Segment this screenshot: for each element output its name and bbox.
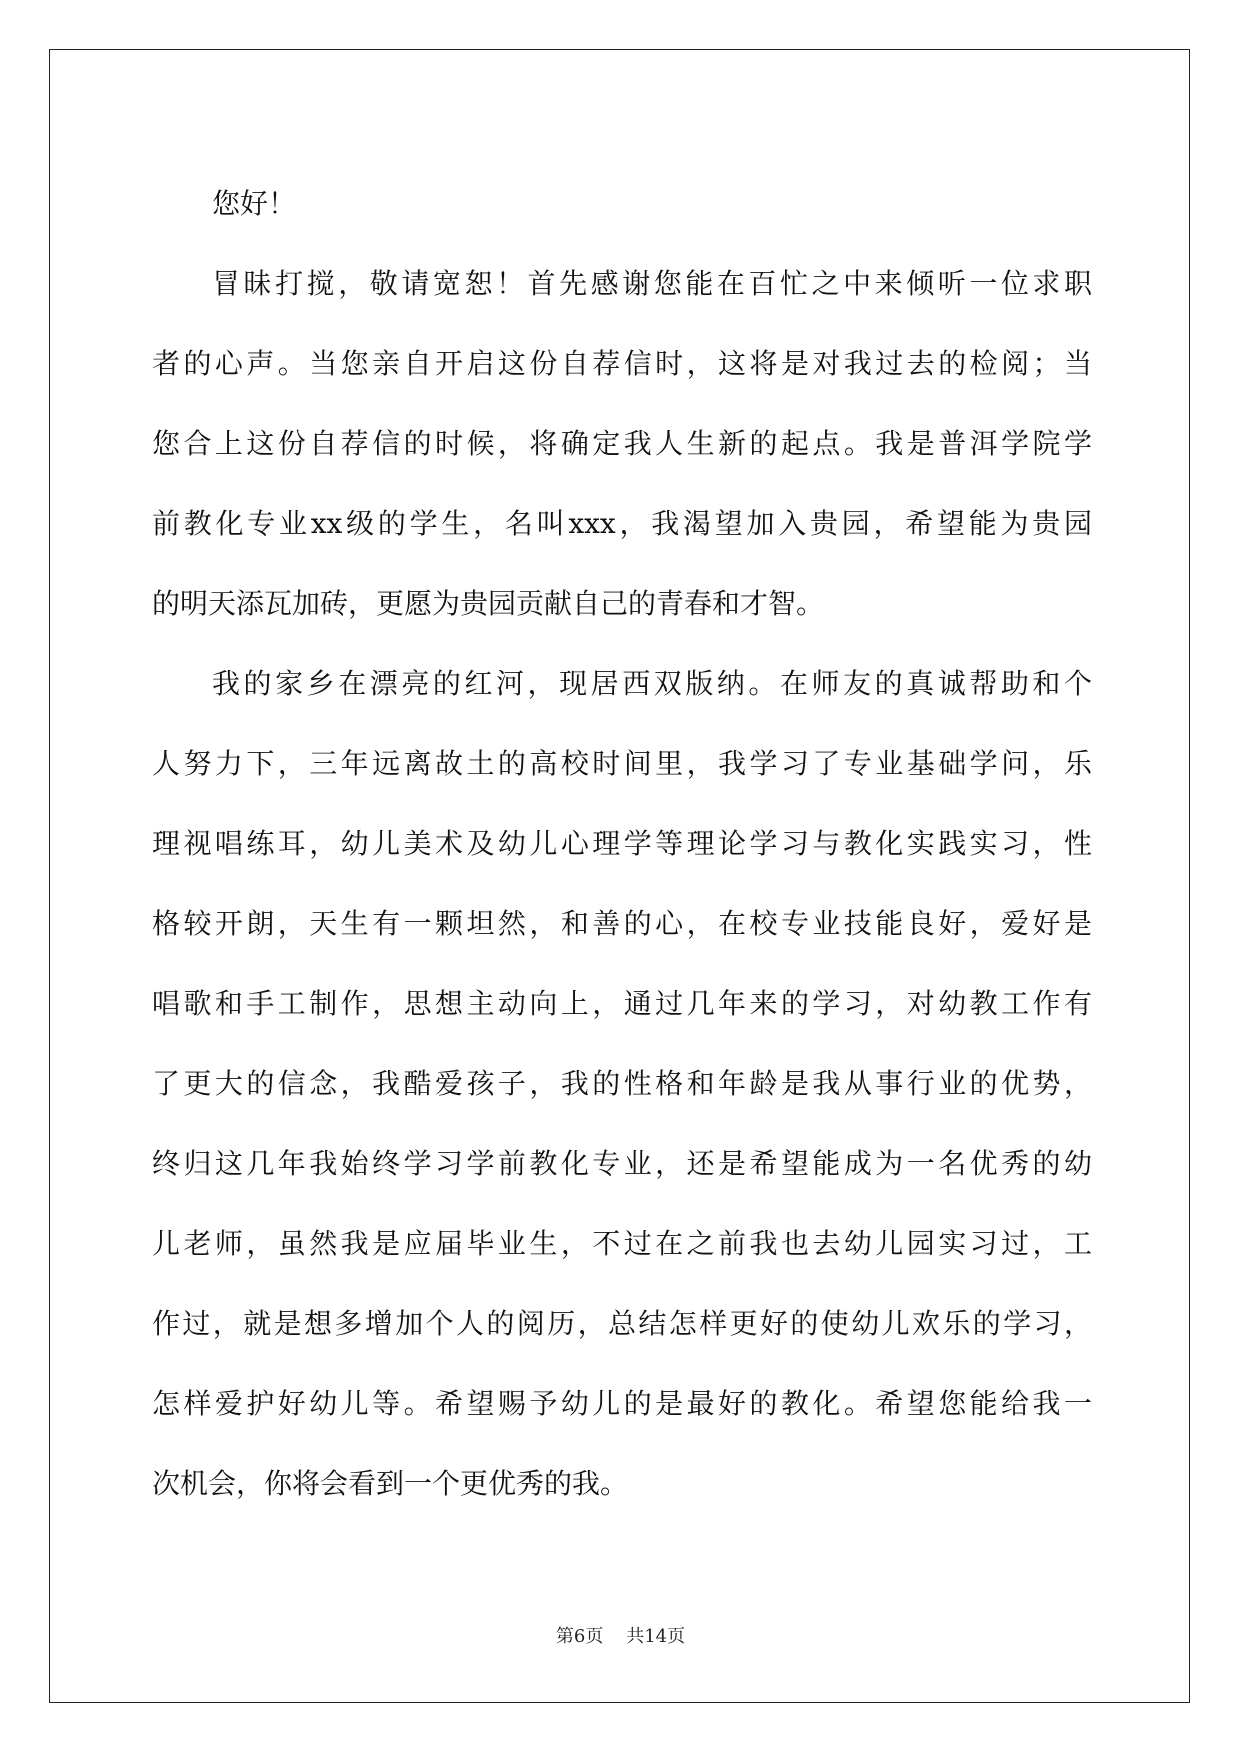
text-line: 您合上这份自荐信的时候，将确定我人生新的起点。我是普洱学院学 xyxy=(152,427,1092,460)
greeting: 您好！ xyxy=(212,187,297,220)
text-line: 作过，就是想多增加个人的阅历，总结怎样更好的使幼儿欢乐的学习， xyxy=(152,1307,1092,1340)
paragraph-1 xyxy=(152,244,1092,644)
text-line: 我的家乡在漂亮的红河，现居西双版纳。在师友的真诚帮助和个 xyxy=(212,667,1092,700)
text-line: 次机会，你将会看到一个更优秀的我。 xyxy=(152,1467,629,1500)
text-line: 怎样爱护好幼儿等。希望赐予幼儿的是最好的教化。希望您能给我一 xyxy=(152,1387,1092,1420)
text-line: 理视唱练耳，幼儿美术及幼儿心理学等理论学习与教化实践实习，性 xyxy=(152,827,1092,860)
page-number: 第6页 xyxy=(555,1626,604,1647)
text-line: 人努力下，三年远离故土的高校时间里，我学习了专业基础学问，乐 xyxy=(152,747,1092,780)
text-line: 冒昧打搅，敬请宽恕！首先感谢您能在百忙之中来倾听一位求职 xyxy=(212,267,1092,300)
letter-body xyxy=(152,164,1092,1524)
page-footer xyxy=(0,1622,1241,1648)
text-line: 儿老师，虽然我是应届毕业生，不过在之前我也去幼儿园实习过，工 xyxy=(152,1227,1092,1260)
text-line: 唱歌和手工制作，思想主动向上，通过几年来的学习，对幼教工作有 xyxy=(152,987,1092,1020)
text-line: 的明天添瓦加砖，更愿为贵园贡献自己的青春和才智。 xyxy=(152,587,825,620)
text-line: 者的心声。当您亲自开启这份自荐信时，这将是对我过去的检阅；当 xyxy=(152,347,1092,380)
text-line: 了更大的信念，我酷爱孩子，我的性格和年龄是我从事行业的优势， xyxy=(152,1067,1092,1100)
total-pages: 共14页 xyxy=(626,1626,686,1647)
paragraph-2 xyxy=(152,644,1092,1524)
text-line: 前教化专业xx级的学生，名叫xxx，我渴望加入贵园，希望能为贵园 xyxy=(152,507,1092,540)
text-line: 终归这几年我始终学习学前教化专业，还是希望能成为一名优秀的幼 xyxy=(152,1147,1092,1180)
text-line: 格较开朗，天生有一颗坦然，和善的心，在校专业技能良好，爱好是 xyxy=(152,907,1092,940)
